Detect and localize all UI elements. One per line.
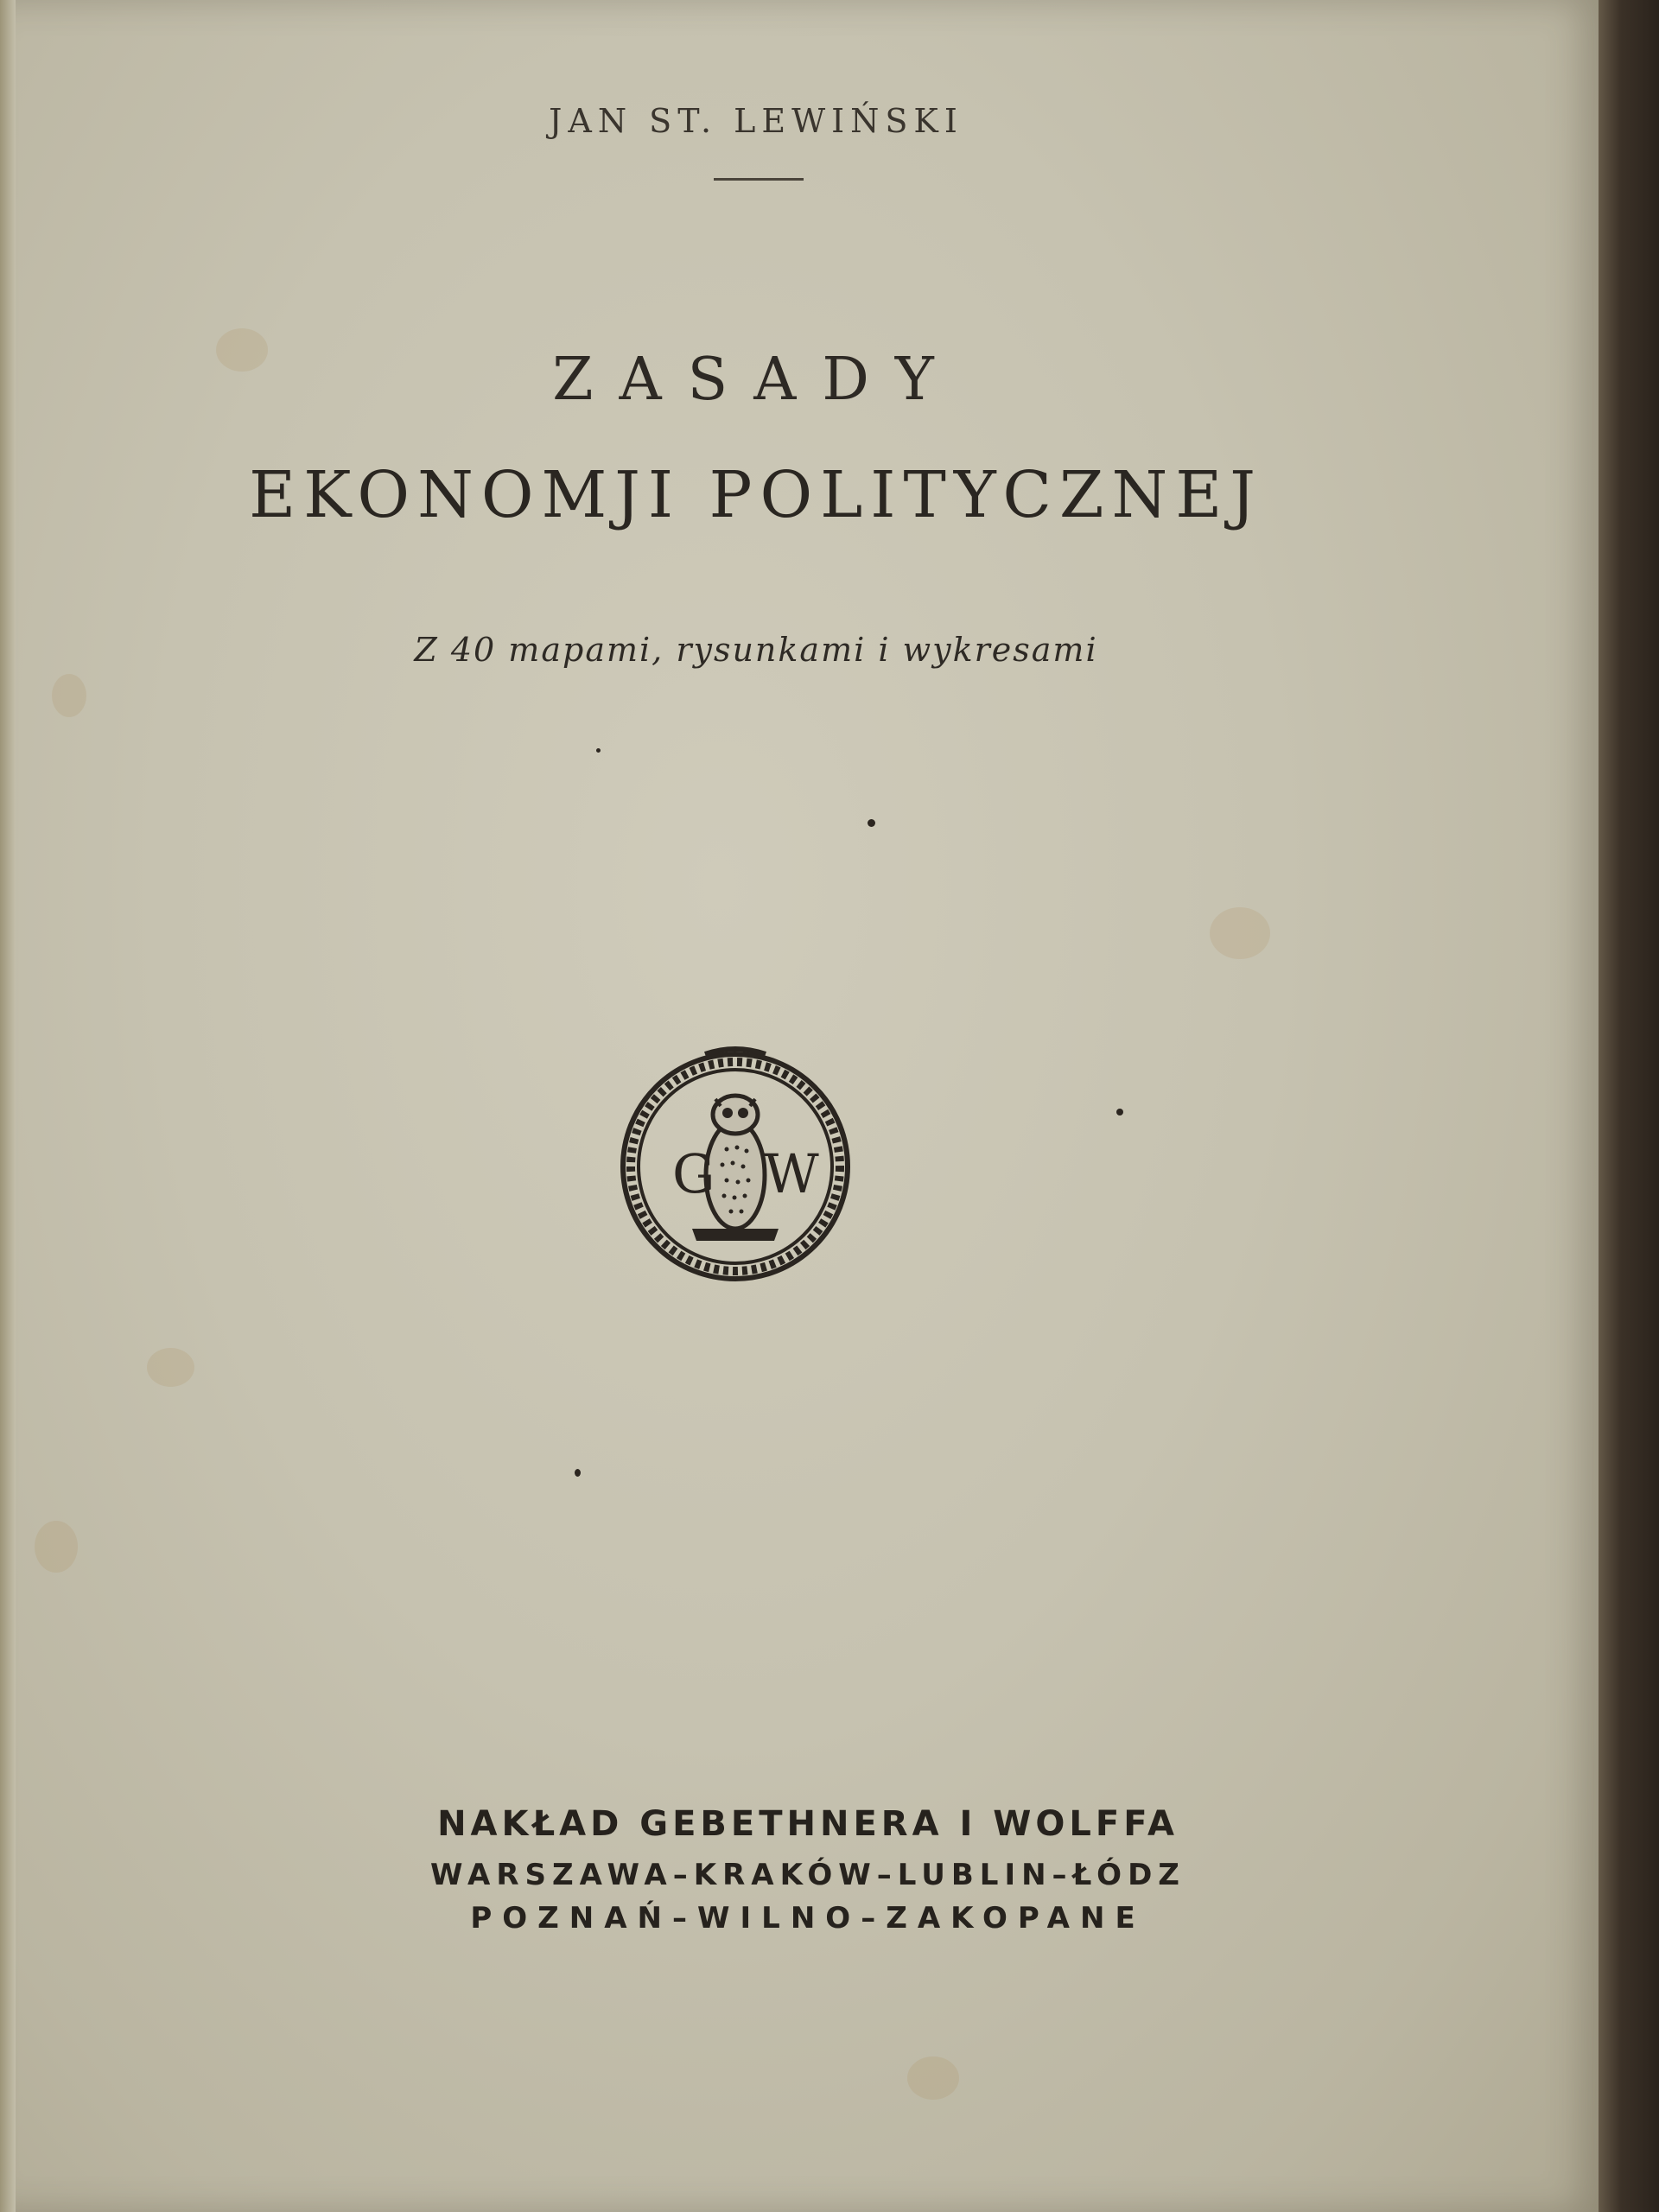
ink-speck	[575, 1469, 581, 1477]
paper-stain	[52, 674, 86, 717]
divider-rule	[714, 178, 804, 181]
publisher-imprint-line-1: NAKŁAD GEBETHNERA I WOLFFA	[437, 1804, 1179, 1844]
book-title-line-2: EKONOMJI POLITYCZNEJ	[249, 458, 1263, 532]
paper-stain	[35, 1521, 78, 1573]
publisher-owl-emblem-icon	[610, 1046, 861, 1284]
ink-speck	[868, 819, 875, 827]
book-subtitle: Z 40 mapami, rysunkami i wykresami	[414, 631, 1098, 669]
ink-speck	[596, 748, 601, 753]
author-name: JAN ST. LEWIŃSKI	[549, 102, 963, 140]
paper-stain	[147, 1348, 194, 1387]
paper-stain	[1210, 907, 1270, 959]
emblem-letter-w: W	[764, 1142, 819, 1205]
publisher-imprint-line-3: POZNAŃ–WILNO–ZAKOPANE	[470, 1901, 1146, 1936]
ink-speck	[1116, 1109, 1123, 1116]
publisher-imprint-line-2: WARSZAWA–KRAKÓW–LUBLIN–ŁÓDZ	[430, 1858, 1185, 1892]
book-title-line-1: ZASADY	[552, 346, 960, 414]
paper-stain	[907, 2056, 959, 2100]
emblem-letter-g: G	[672, 1142, 715, 1205]
